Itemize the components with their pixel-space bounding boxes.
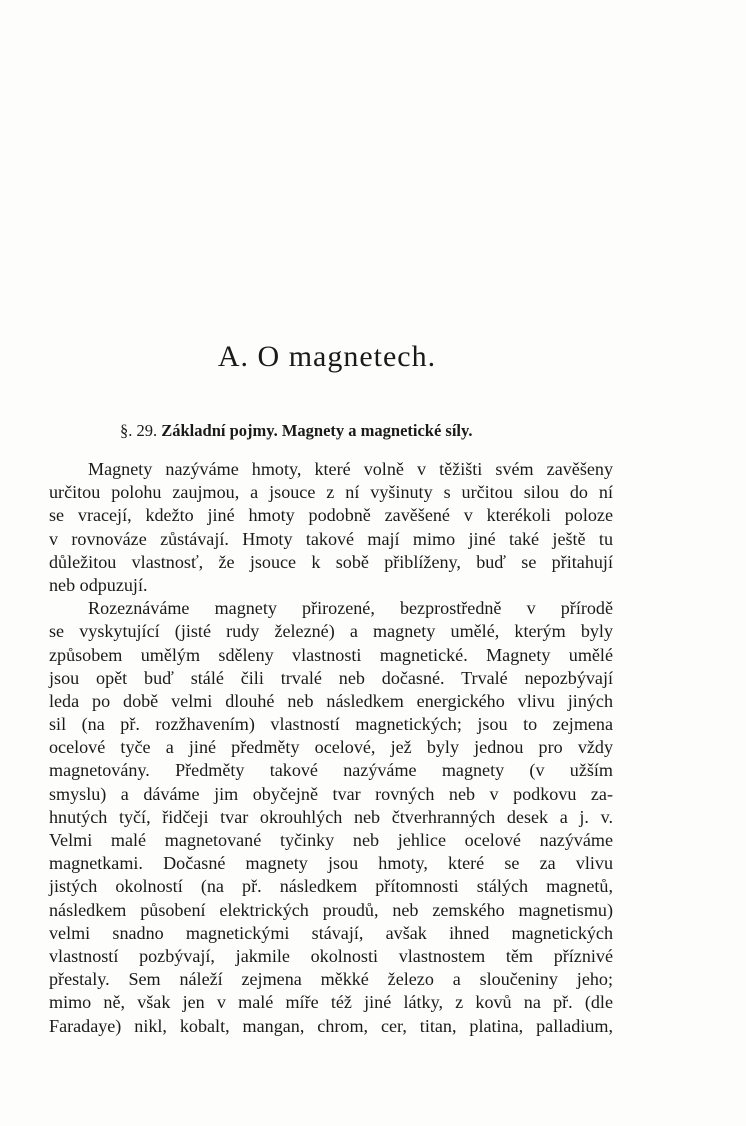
paragraph	[49, 458, 613, 597]
text-line: jsou opět buď stálé čili trvalé neb dočasné. Trvalé nepozbývají	[49, 667, 613, 688]
text-line: se vracejí, kdežto jiné hmoty podobně zavěšené v kterékoli poloze	[49, 505, 613, 526]
text-line: ocelové tyče a jiné předměty ocelové, jež byly jednou pro vždy	[49, 737, 613, 758]
section-number: §. 29.	[120, 421, 158, 440]
text-line: následkem působení elektrických proudů, neb zemského magnetismu)	[49, 899, 613, 920]
text-line: přestaly. Sem náleží zejmena měkké železo a sloučeniny jeho;	[49, 969, 613, 990]
text-line: se vyskytující (jisté rudy železné) a magnety umělé, kterým byly	[49, 621, 613, 642]
chapter-title: A. O magnetech.	[217, 340, 437, 373]
text-line: Magnety nazýváme hmoty, které volně v těžišti svém zavěšeny	[88, 459, 613, 479]
text-line: důležitou vlastnosť, že jsouce k sobě přiblíženy, buď se přitahují	[49, 551, 613, 572]
text-line: hnutých tyčí, řidčeji tvar okrouhlých neb čtverhranných desek a j. v.	[49, 806, 613, 827]
text-line: magnetovány. Předměty takové nazýváme magnety (v užším	[49, 760, 613, 781]
text-line: určitou polohu zaujmou, a jsouce z ní vyšinuty s určitou silou do ní	[49, 482, 613, 503]
paragraph	[49, 597, 613, 1038]
text-line: vlastností pozbývají, jakmile okolnosti vlastnostem těm příznivé	[49, 945, 613, 966]
text-line: jistých okolností (na př. následkem přítomnosti stálých magnetů,	[49, 876, 613, 897]
text-line: způsobem umělým sděleny vlastnosti magnetické. Magnety umělé	[49, 644, 613, 665]
text-line: mimo ně, však jen v malé míře též jiné látky, z kovů na př. (dle	[49, 992, 613, 1013]
text-line: leda po době velmi dlouhé neb následkem energického vlivu jiných	[49, 690, 613, 711]
text-line: smyslu) a dáváme jim obyčejně tvar rovných neb v podkovu za-	[49, 783, 613, 804]
text-line: velmi snadno magnetickými stávají, avšak ihned magnetických	[49, 922, 613, 943]
body-text	[49, 458, 613, 1038]
text-line: Rozeznáváme magnety přirozené, bezprostředně v přírodě	[88, 598, 613, 619]
text-line: Faradaye) nikl, kobalt, mangan, chrom, cer, titan, platina, palladium,	[49, 1015, 613, 1036]
section-title: Základní pojmy. Magnety a magnetické síly.	[161, 421, 473, 440]
section-heading	[120, 421, 580, 441]
text-line: v rovnováze zůstávají. Hmoty takové mají mimo jiné také ještě tu	[49, 528, 613, 549]
text-line: Velmi malé magnetované tyčinky neb jehlice ocelové nazýváme	[49, 830, 613, 850]
text-line: neb odpuzují.	[49, 574, 148, 595]
text-line: magnetkami. Dočasné magnety jsou hmoty, které se za vlivu	[49, 853, 613, 874]
text-line: sil (na př. rozžhavením) vlastností magnetických; jsou to zejmena	[49, 714, 613, 735]
